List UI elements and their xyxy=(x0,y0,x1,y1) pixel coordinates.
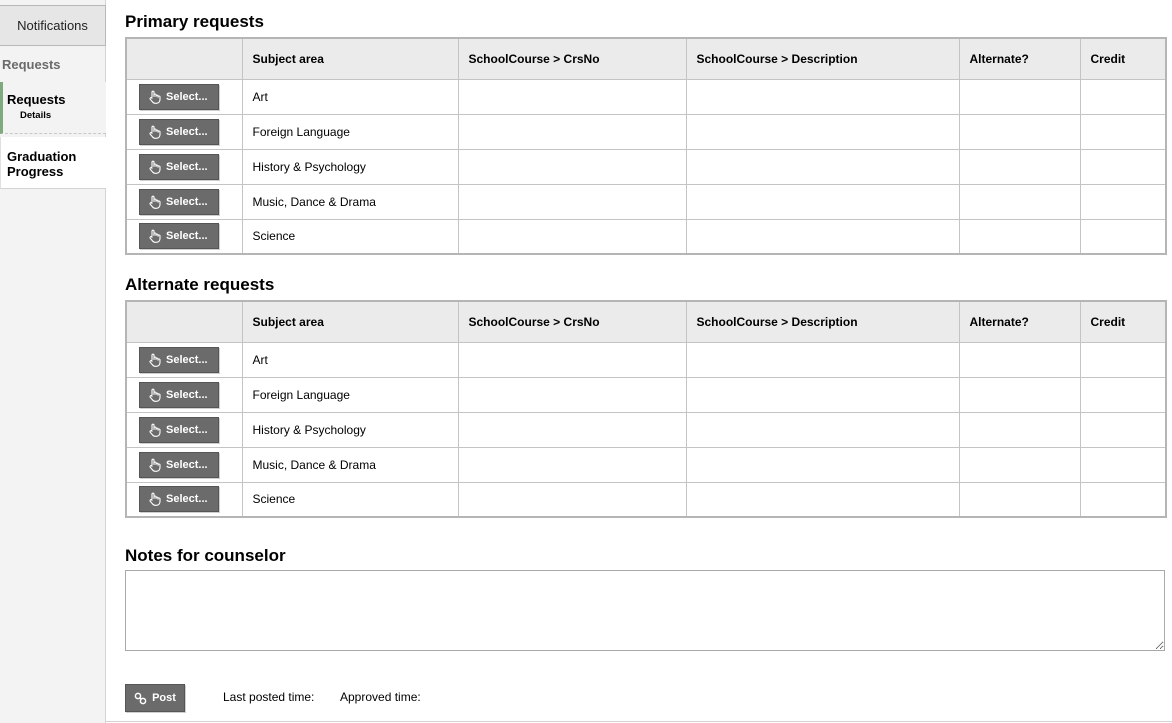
cell-description[interactable] xyxy=(686,377,959,412)
approved-time-label: Approved time: xyxy=(340,690,421,704)
cell-alternate[interactable] xyxy=(959,377,1080,412)
cell-alternate[interactable] xyxy=(959,114,1080,149)
post-button[interactable] xyxy=(125,684,185,712)
cell-subject: Art xyxy=(242,342,458,377)
table-row xyxy=(126,184,1166,219)
cell-credit[interactable] xyxy=(1080,447,1166,482)
notes-title: Notes for counselor xyxy=(125,546,286,565)
select-button-label: Select... xyxy=(166,493,208,506)
sidebar-item-label: Requests xyxy=(7,92,66,107)
column-header: Alternate? xyxy=(959,301,1080,342)
action-cell xyxy=(126,447,242,482)
cell-subject: Science xyxy=(242,482,458,517)
select-button[interactable] xyxy=(139,154,219,180)
cell-crsno[interactable] xyxy=(458,447,686,482)
cell-subject: Science xyxy=(242,219,458,254)
select-button[interactable] xyxy=(139,189,219,215)
cell-crsno[interactable] xyxy=(458,377,686,412)
last-posted-time-label: Last posted time: xyxy=(223,690,315,704)
sidebar-section-requests: Requests xyxy=(2,57,61,72)
notifications-button[interactable]: Notifications xyxy=(0,5,106,46)
cell-crsno[interactable] xyxy=(458,79,686,114)
cell-description[interactable] xyxy=(686,342,959,377)
action-cell xyxy=(126,482,242,517)
select-button-label: Select... xyxy=(166,353,208,366)
hand-pointer-icon xyxy=(148,353,161,367)
cell-description[interactable] xyxy=(686,149,959,184)
cell-alternate[interactable] xyxy=(959,447,1080,482)
cell-crsno[interactable] xyxy=(458,412,686,447)
cell-credit[interactable] xyxy=(1080,377,1166,412)
table-row xyxy=(126,219,1166,254)
select-button[interactable] xyxy=(139,84,219,110)
cell-alternate[interactable] xyxy=(959,342,1080,377)
cell-description[interactable] xyxy=(686,184,959,219)
hand-pointer-icon xyxy=(148,229,161,243)
select-button[interactable] xyxy=(139,347,219,373)
cell-credit[interactable] xyxy=(1080,114,1166,149)
column-header-action xyxy=(126,301,242,342)
cell-subject: History & Psychology xyxy=(242,412,458,447)
cell-description[interactable] xyxy=(686,482,959,517)
select-button[interactable] xyxy=(139,382,219,408)
hand-pointer-icon xyxy=(148,125,161,139)
hand-pointer-icon xyxy=(148,195,161,209)
link-icon xyxy=(134,692,147,705)
select-button-label: Select... xyxy=(166,388,208,401)
table-row xyxy=(126,482,1166,517)
cell-alternate[interactable] xyxy=(959,219,1080,254)
sidebar xyxy=(0,0,106,723)
select-button-label: Select... xyxy=(166,160,208,173)
column-header: SchoolCourse > Description xyxy=(686,301,959,342)
cell-subject: Foreign Language xyxy=(242,377,458,412)
hand-pointer-icon xyxy=(148,388,161,402)
hand-pointer-icon xyxy=(148,458,161,472)
cell-description[interactable] xyxy=(686,412,959,447)
select-button-label: Select... xyxy=(166,90,208,103)
action-cell xyxy=(126,377,242,412)
column-header: SchoolCourse > CrsNo xyxy=(458,301,686,342)
action-cell xyxy=(126,342,242,377)
cell-alternate[interactable] xyxy=(959,412,1080,447)
table-header-row xyxy=(126,301,1166,342)
sidebar-item-label: Graduation Progress xyxy=(7,149,77,179)
cell-subject: Music, Dance & Drama xyxy=(242,184,458,219)
select-button-label: Select... xyxy=(166,423,208,436)
cell-crsno[interactable] xyxy=(458,114,686,149)
select-button-label: Select... xyxy=(166,195,208,208)
column-header-action xyxy=(126,38,242,79)
select-button-label: Select... xyxy=(166,458,208,471)
hand-pointer-icon xyxy=(148,90,161,104)
cell-alternate[interactable] xyxy=(959,482,1080,517)
cell-crsno[interactable] xyxy=(458,342,686,377)
column-header: Credit xyxy=(1080,301,1166,342)
cell-description[interactable] xyxy=(686,447,959,482)
cell-credit[interactable] xyxy=(1080,219,1166,254)
table-row xyxy=(126,447,1166,482)
cell-credit[interactable] xyxy=(1080,412,1166,447)
alternate-requests-table xyxy=(125,300,1167,518)
cell-crsno[interactable] xyxy=(458,184,686,219)
cell-description[interactable] xyxy=(686,114,959,149)
table-header-row xyxy=(126,38,1166,79)
cell-alternate[interactable] xyxy=(959,149,1080,184)
action-cell xyxy=(126,114,242,149)
cell-subject: History & Psychology xyxy=(242,149,458,184)
column-header: Subject area xyxy=(242,38,458,79)
divider xyxy=(106,721,1172,722)
primary-requests-title: Primary requests xyxy=(125,12,264,31)
sidebar-item-sublabel: Details xyxy=(20,110,52,121)
cell-credit[interactable] xyxy=(1080,149,1166,184)
select-button-label: Select... xyxy=(166,230,208,243)
column-header: SchoolCourse > Description xyxy=(686,38,959,79)
table-row xyxy=(126,79,1166,114)
select-button[interactable] xyxy=(139,486,219,512)
cell-subject: Art xyxy=(242,79,458,114)
notes-for-counselor-textarea[interactable] xyxy=(125,570,1165,651)
table-row xyxy=(126,342,1166,377)
cell-credit[interactable] xyxy=(1080,79,1166,114)
hand-pointer-icon xyxy=(148,423,161,437)
action-cell xyxy=(126,149,242,184)
action-cell xyxy=(126,412,242,447)
alternate-requests-title: Alternate requests xyxy=(125,275,275,294)
cell-credit[interactable] xyxy=(1080,342,1166,377)
table-row xyxy=(126,114,1166,149)
sidebar-item-requests[interactable] xyxy=(0,82,106,134)
select-button[interactable] xyxy=(139,417,219,443)
select-button[interactable] xyxy=(139,119,219,145)
cell-crsno[interactable] xyxy=(458,482,686,517)
table-row xyxy=(126,149,1166,184)
cell-crsno[interactable] xyxy=(458,149,686,184)
column-header: Credit xyxy=(1080,38,1166,79)
column-header: SchoolCourse > CrsNo xyxy=(458,38,686,79)
select-button-label: Select... xyxy=(166,125,208,138)
action-cell xyxy=(126,219,242,254)
cell-credit[interactable] xyxy=(1080,184,1166,219)
post-button-label: Post xyxy=(152,692,176,704)
select-button[interactable] xyxy=(139,223,219,249)
action-cell xyxy=(126,184,242,219)
primary-requests-table xyxy=(125,37,1167,255)
hand-pointer-icon xyxy=(148,492,161,506)
table-row xyxy=(126,412,1166,447)
cell-subject: Music, Dance & Drama xyxy=(242,447,458,482)
cell-alternate[interactable] xyxy=(959,79,1080,114)
cell-crsno[interactable] xyxy=(458,219,686,254)
cell-description[interactable] xyxy=(686,219,959,254)
column-header: Alternate? xyxy=(959,38,1080,79)
action-cell xyxy=(126,79,242,114)
cell-alternate[interactable] xyxy=(959,184,1080,219)
cell-description[interactable] xyxy=(686,79,959,114)
select-button[interactable] xyxy=(139,452,219,478)
cell-subject: Foreign Language xyxy=(242,114,458,149)
hand-pointer-icon xyxy=(148,160,161,174)
table-row xyxy=(126,377,1166,412)
column-header: Subject area xyxy=(242,301,458,342)
cell-credit[interactable] xyxy=(1080,482,1166,517)
sidebar-item-graduation-progress[interactable] xyxy=(0,137,106,189)
